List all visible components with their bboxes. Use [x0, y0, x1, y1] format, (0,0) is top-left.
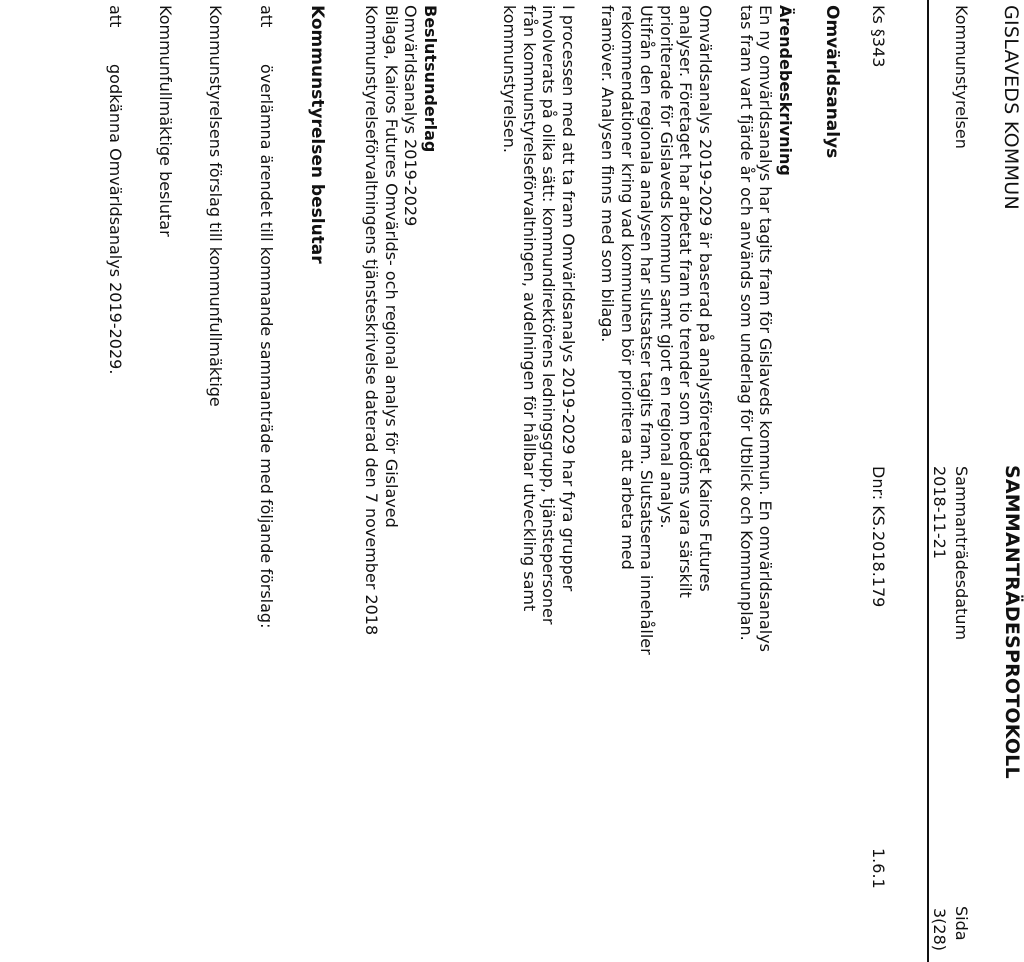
decision-clause: överlämna ärendet till kommande sammanträde med följande förslag: — [257, 64, 276, 629]
organization-unit: Kommunstyrelsen — [952, 5, 971, 149]
att-label: att — [106, 5, 125, 28]
text-line: analyser. Företaget har arbetat fram tio trender som bedöms vara särskilt — [676, 5, 696, 598]
header-divider — [927, 0, 929, 962]
section-number: 1.6.1 — [869, 848, 888, 889]
decision-clause: godkänna Omvärldsanalys 2019-2029. — [106, 64, 125, 375]
text-line: I processen med att ta fram Omvärldsanalys 2019-2029 har fyra grupper — [559, 5, 578, 592]
text-line: kommunstyrelsen. — [500, 5, 520, 153]
analysis-paragraph — [598, 5, 715, 960]
proposal-heading: Kommunstyrelsens förslag till kommunfullmäktige — [206, 5, 225, 407]
att-label: att — [257, 5, 276, 28]
decision-basis-section — [362, 5, 440, 960]
diary-number: Dnr: KS.2018.179 — [869, 466, 888, 608]
text-line: tas fram vart fjärde år och används som underlag för Utblick och Kommunplan. — [737, 5, 756, 641]
text-line: Utifrån den regionala analysen har slutsatser tagits fram. Slutsatserna innehåller — [637, 5, 657, 655]
text-line: framöver. Analysen finns med som bilaga. — [598, 5, 618, 343]
meeting-date-label: Sammanträdesdatum — [952, 466, 971, 641]
case-title: Omvärldsanalys — [822, 5, 842, 159]
document-type-title: SAMMANTRÄDESPROTOKOLL — [1001, 465, 1023, 779]
page-label: Sida — [952, 906, 971, 941]
decision-basis-heading: Beslutsunderlag — [421, 5, 440, 153]
text-line: Kommunstyrelseförvaltningens tjänsteskrivelse daterad den 7 november 2018 — [362, 5, 382, 636]
text-line: prioriterade för Gislaveds kommun samt gjort en regional analys. — [657, 5, 676, 529]
text-line: En ny omvärldsanalys har tagits fram för Gislaveds kommun. En omvärldsanalys — [756, 5, 776, 652]
process-paragraph — [500, 5, 578, 960]
text-line: Omvärldsanalys 2019-2029 — [401, 5, 421, 227]
page-number: 3(28) — [930, 908, 949, 952]
description-section — [737, 5, 796, 960]
text-line: Bilaga, Kairos Futures Omvärlds- och regional analys för Gislaved — [382, 5, 401, 528]
text-line: involverats på olika sätt: kommundirektörens ledningsgrupp, tjänstepersoner — [539, 5, 559, 625]
council-decides-heading: Kommunfullmäktige beslutar — [156, 5, 175, 237]
meeting-date-value: 2018-11-21 — [930, 466, 949, 559]
decision-heading: Kommunstyrelsen beslutar — [307, 5, 327, 264]
organization-name: GISLAVEDS KOMMUN — [1000, 5, 1022, 211]
text-line: rekommendationer kring vad kommunen bör prioritera att arbeta med — [618, 5, 637, 570]
text-line: Omvärldsanalys 2019-2029 är baserad på analysföretaget Kairos Futures — [696, 5, 715, 592]
description-heading: Ärendebeskrivning — [776, 5, 795, 176]
paragraph-reference: Ks §343 — [869, 5, 888, 68]
text-line: från kommunstyrelseförvaltningen, avdelningen för hållbar utveckling samt — [520, 5, 539, 612]
